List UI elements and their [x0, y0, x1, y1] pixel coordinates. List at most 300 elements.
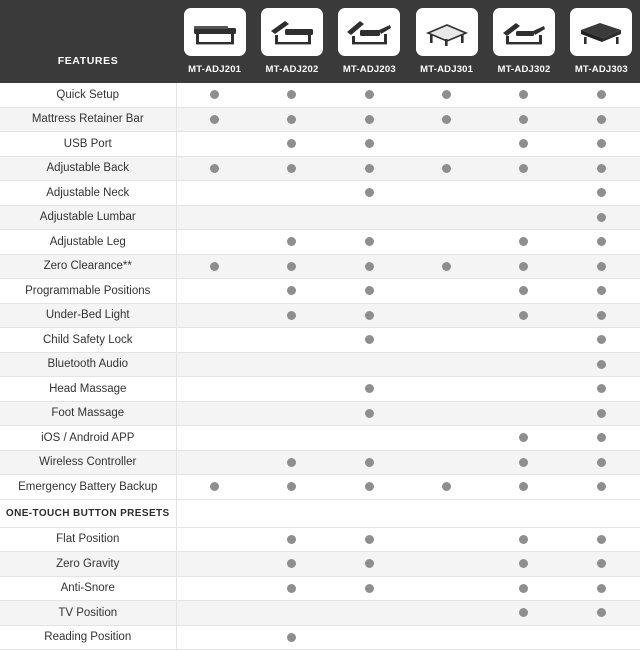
unavailable-cell [210, 213, 219, 222]
table-row [0, 303, 640, 328]
product-column-1[interactable] [176, 0, 253, 83]
feature-availability-cell [253, 205, 330, 230]
feature-availability-cell [485, 328, 562, 353]
product-model-label: MT-ADJ203 [342, 64, 396, 75]
feature-availability-cell [485, 230, 562, 255]
unavailable-cell [365, 608, 374, 617]
unavailable-cell [210, 559, 219, 568]
feature-availability-cell [563, 230, 640, 255]
available-dot-icon [365, 262, 374, 271]
feature-availability-cell [253, 156, 330, 181]
feature-availability-cell [331, 576, 408, 601]
available-dot-icon [210, 90, 219, 99]
feature-availability-cell [563, 83, 640, 107]
unavailable-cell [210, 286, 219, 295]
feature-availability-cell [485, 527, 562, 552]
feature-availability-cell [408, 132, 485, 157]
table-row [0, 450, 640, 475]
table-row [0, 377, 640, 402]
unavailable-cell [442, 584, 451, 593]
feature-availability-cell [408, 181, 485, 206]
available-dot-icon [442, 262, 451, 271]
feature-availability-cell [485, 107, 562, 132]
available-dot-icon [519, 608, 528, 617]
feature-availability-cell [563, 303, 640, 328]
feature-availability-cell [253, 279, 330, 304]
bed-platform-icon [416, 8, 478, 56]
unavailable-cell [210, 433, 219, 442]
feature-availability-cell [408, 156, 485, 181]
feature-availability-cell [253, 181, 330, 206]
feature-availability-cell [253, 107, 330, 132]
feature-availability-cell [563, 156, 640, 181]
available-dot-icon [597, 164, 606, 173]
available-dot-icon [365, 458, 374, 467]
available-dot-icon [597, 188, 606, 197]
unavailable-cell [442, 188, 451, 197]
feature-label: Adjustable Neck [0, 181, 176, 206]
unavailable-cell [442, 139, 451, 148]
available-dot-icon [519, 115, 528, 124]
unavailable-cell [287, 409, 296, 418]
table-row [0, 83, 640, 107]
unavailable-cell [442, 360, 451, 369]
available-dot-icon [365, 584, 374, 593]
feature-availability-cell [563, 450, 640, 475]
available-dot-icon [287, 262, 296, 271]
available-dot-icon [210, 164, 219, 173]
feature-availability-cell [408, 83, 485, 107]
feature-availability-cell [563, 426, 640, 451]
available-dot-icon [287, 535, 296, 544]
feature-availability-cell [253, 132, 330, 157]
feature-availability-cell [563, 601, 640, 626]
product-column-3[interactable] [331, 0, 408, 83]
feature-availability-cell [253, 401, 330, 426]
available-dot-icon [287, 458, 296, 467]
product-model-label: MT-ADJ201 [188, 64, 242, 75]
feature-availability-cell [563, 254, 640, 279]
feature-availability-cell [485, 205, 562, 230]
unavailable-cell [519, 633, 528, 642]
available-dot-icon [519, 286, 528, 295]
unavailable-cell [519, 188, 528, 197]
available-dot-icon [597, 482, 606, 491]
section-spacer-cell [485, 499, 562, 527]
table-row [0, 230, 640, 255]
feature-availability-cell [176, 230, 253, 255]
available-dot-icon [597, 90, 606, 99]
available-dot-icon [597, 584, 606, 593]
table-row [0, 401, 640, 426]
unavailable-cell [442, 433, 451, 442]
product-header-row [0, 0, 640, 83]
unavailable-cell [519, 409, 528, 418]
feature-availability-cell [176, 450, 253, 475]
available-dot-icon [597, 139, 606, 148]
feature-label: Under-Bed Light [0, 303, 176, 328]
feature-availability-cell [485, 475, 562, 500]
table-row [0, 279, 640, 304]
available-dot-icon [597, 384, 606, 393]
feature-availability-cell [176, 352, 253, 377]
feature-availability-cell [563, 625, 640, 650]
feature-label: Child Safety Lock [0, 328, 176, 353]
available-dot-icon [365, 164, 374, 173]
feature-availability-cell [563, 132, 640, 157]
bed-adjustable-icon [493, 8, 555, 56]
unavailable-cell [287, 433, 296, 442]
table-body [0, 83, 640, 650]
feature-availability-cell [331, 230, 408, 255]
product-column-2[interactable] [253, 0, 330, 83]
unavailable-cell [287, 188, 296, 197]
section-header-row [0, 499, 640, 527]
feature-availability-cell [253, 601, 330, 626]
table-row [0, 475, 640, 500]
unavailable-cell [442, 409, 451, 418]
feature-availability-cell [563, 205, 640, 230]
unavailable-cell [442, 384, 451, 393]
unavailable-cell [597, 633, 606, 642]
feature-label: Reading Position [0, 625, 176, 650]
table-row [0, 156, 640, 181]
feature-availability-cell [253, 527, 330, 552]
bed-premium-icon [570, 8, 632, 56]
unavailable-cell [365, 213, 374, 222]
feature-availability-cell [253, 303, 330, 328]
unavailable-cell [210, 237, 219, 246]
feature-availability-cell [485, 625, 562, 650]
table-row [0, 625, 640, 650]
available-dot-icon [365, 139, 374, 148]
table-row [0, 426, 640, 451]
available-dot-icon [519, 237, 528, 246]
available-dot-icon [442, 90, 451, 99]
unavailable-cell [365, 360, 374, 369]
table-header [0, 0, 640, 83]
unavailable-cell [287, 384, 296, 393]
available-dot-icon [210, 482, 219, 491]
available-dot-icon [519, 311, 528, 320]
unavailable-cell [442, 237, 451, 246]
available-dot-icon [210, 262, 219, 271]
feature-availability-cell [331, 475, 408, 500]
feature-label: Wireless Controller [0, 450, 176, 475]
feature-availability-cell [485, 303, 562, 328]
feature-availability-cell [485, 132, 562, 157]
unavailable-cell [210, 608, 219, 617]
available-dot-icon [597, 559, 606, 568]
available-dot-icon [519, 559, 528, 568]
feature-availability-cell [485, 254, 562, 279]
available-dot-icon [287, 90, 296, 99]
feature-availability-cell [563, 279, 640, 304]
feature-label: iOS / Android APP [0, 426, 176, 451]
unavailable-cell [287, 213, 296, 222]
product-column-6[interactable] [563, 0, 640, 83]
feature-availability-cell [331, 401, 408, 426]
bed-head-raised-icon [261, 8, 323, 56]
feature-availability-cell [331, 601, 408, 626]
feature-availability-cell [485, 83, 562, 107]
section-title: ONE-TOUCH BUTTON PRESETS [0, 499, 176, 527]
feature-availability-cell [408, 205, 485, 230]
feature-availability-cell [253, 328, 330, 353]
feature-availability-cell [485, 279, 562, 304]
feature-availability-cell [253, 625, 330, 650]
unavailable-cell [442, 608, 451, 617]
feature-label: Adjustable Back [0, 156, 176, 181]
feature-availability-cell [331, 552, 408, 577]
feature-label: Flat Position [0, 527, 176, 552]
available-dot-icon [365, 559, 374, 568]
feature-availability-cell [253, 254, 330, 279]
unavailable-cell [210, 188, 219, 197]
feature-availability-cell [408, 401, 485, 426]
feature-availability-cell [176, 377, 253, 402]
feature-availability-cell [176, 107, 253, 132]
feature-availability-cell [176, 205, 253, 230]
feature-availability-cell [485, 552, 562, 577]
feature-availability-cell [176, 254, 253, 279]
feature-availability-cell [485, 352, 562, 377]
unavailable-cell [210, 633, 219, 642]
unavailable-cell [365, 633, 374, 642]
available-dot-icon [442, 482, 451, 491]
feature-label: Head Massage [0, 377, 176, 402]
features-column-header: FEATURES [0, 0, 176, 83]
feature-availability-cell [408, 576, 485, 601]
feature-label: USB Port [0, 132, 176, 157]
table-row [0, 527, 640, 552]
available-dot-icon [597, 608, 606, 617]
unavailable-cell [442, 213, 451, 222]
feature-availability-cell [408, 107, 485, 132]
unavailable-cell [210, 535, 219, 544]
unavailable-cell [442, 458, 451, 467]
available-dot-icon [287, 237, 296, 246]
available-dot-icon [519, 458, 528, 467]
available-dot-icon [519, 139, 528, 148]
feature-availability-cell [253, 450, 330, 475]
feature-availability-cell [408, 527, 485, 552]
available-dot-icon [365, 237, 374, 246]
feature-availability-cell [563, 401, 640, 426]
table-row [0, 352, 640, 377]
feature-availability-cell [331, 426, 408, 451]
available-dot-icon [287, 139, 296, 148]
feature-availability-cell [331, 254, 408, 279]
available-dot-icon [597, 311, 606, 320]
feature-availability-cell [563, 181, 640, 206]
feature-label: Bluetooth Audio [0, 352, 176, 377]
section-spacer-cell [408, 499, 485, 527]
available-dot-icon [597, 535, 606, 544]
feature-label: Quick Setup [0, 83, 176, 107]
unavailable-cell [287, 335, 296, 344]
available-dot-icon [365, 286, 374, 295]
feature-availability-cell [331, 328, 408, 353]
available-dot-icon [519, 164, 528, 173]
feature-availability-cell [176, 156, 253, 181]
feature-availability-cell [408, 450, 485, 475]
feature-availability-cell [176, 328, 253, 353]
available-dot-icon [287, 164, 296, 173]
feature-availability-cell [408, 254, 485, 279]
feature-availability-cell [408, 279, 485, 304]
available-dot-icon [597, 115, 606, 124]
feature-availability-cell [563, 352, 640, 377]
available-dot-icon [287, 482, 296, 491]
available-dot-icon [597, 433, 606, 442]
available-dot-icon [287, 286, 296, 295]
feature-availability-cell [176, 527, 253, 552]
unavailable-cell [210, 335, 219, 344]
feature-availability-cell [176, 401, 253, 426]
product-column-4[interactable] [408, 0, 485, 83]
feature-availability-cell [331, 205, 408, 230]
available-dot-icon [287, 584, 296, 593]
available-dot-icon [365, 188, 374, 197]
feature-availability-cell [176, 132, 253, 157]
feature-label: Adjustable Lumbar [0, 205, 176, 230]
feature-availability-cell [331, 527, 408, 552]
feature-availability-cell [253, 576, 330, 601]
feature-availability-cell [408, 625, 485, 650]
feature-availability-cell [253, 83, 330, 107]
feature-availability-cell [408, 475, 485, 500]
feature-label: Foot Massage [0, 401, 176, 426]
available-dot-icon [210, 115, 219, 124]
feature-availability-cell [176, 475, 253, 500]
feature-label: Zero Gravity [0, 552, 176, 577]
feature-availability-cell [408, 230, 485, 255]
unavailable-cell [210, 458, 219, 467]
table-row [0, 132, 640, 157]
unavailable-cell [210, 139, 219, 148]
product-model-label: MT-ADJ302 [497, 64, 551, 75]
feature-availability-cell [563, 475, 640, 500]
feature-availability-cell [408, 377, 485, 402]
unavailable-cell [287, 608, 296, 617]
available-dot-icon [365, 384, 374, 393]
available-dot-icon [597, 335, 606, 344]
unavailable-cell [442, 335, 451, 344]
unavailable-cell [210, 409, 219, 418]
unavailable-cell [210, 584, 219, 593]
available-dot-icon [365, 311, 374, 320]
feature-availability-cell [253, 230, 330, 255]
table-row [0, 107, 640, 132]
feature-availability-cell [176, 576, 253, 601]
table-row [0, 254, 640, 279]
feature-availability-cell [331, 377, 408, 402]
feature-availability-cell [331, 181, 408, 206]
feature-availability-cell [408, 426, 485, 451]
feature-availability-cell [176, 601, 253, 626]
feature-availability-cell [563, 527, 640, 552]
available-dot-icon [365, 115, 374, 124]
feature-availability-cell [408, 328, 485, 353]
feature-availability-cell [331, 83, 408, 107]
available-dot-icon [597, 213, 606, 222]
unavailable-cell [442, 286, 451, 295]
feature-availability-cell [331, 625, 408, 650]
bed-flat-icon [184, 8, 246, 56]
unavailable-cell [442, 559, 451, 568]
product-column-5[interactable] [485, 0, 562, 83]
table-row [0, 328, 640, 353]
feature-availability-cell [253, 475, 330, 500]
table-row [0, 601, 640, 626]
feature-availability-cell [331, 450, 408, 475]
available-dot-icon [287, 633, 296, 642]
feature-availability-cell [176, 426, 253, 451]
unavailable-cell [365, 433, 374, 442]
feature-availability-cell [331, 352, 408, 377]
feature-label: Emergency Battery Backup [0, 475, 176, 500]
available-dot-icon [287, 115, 296, 124]
feature-availability-cell [331, 279, 408, 304]
feature-availability-cell [563, 107, 640, 132]
feature-availability-cell [485, 576, 562, 601]
feature-availability-cell [563, 576, 640, 601]
feature-availability-cell [331, 156, 408, 181]
feature-availability-cell [408, 552, 485, 577]
available-dot-icon [365, 90, 374, 99]
product-model-label: MT-ADJ301 [420, 64, 474, 75]
feature-label: Mattress Retainer Bar [0, 107, 176, 132]
unavailable-cell [519, 335, 528, 344]
product-model-label: MT-ADJ303 [574, 64, 628, 75]
feature-availability-cell [176, 279, 253, 304]
section-spacer-cell [253, 499, 330, 527]
feature-availability-cell [331, 132, 408, 157]
available-dot-icon [519, 584, 528, 593]
available-dot-icon [287, 311, 296, 320]
feature-availability-cell [253, 352, 330, 377]
section-spacer-cell [176, 499, 253, 527]
available-dot-icon [442, 164, 451, 173]
feature-label: Programmable Positions [0, 279, 176, 304]
available-dot-icon [365, 335, 374, 344]
available-dot-icon [519, 535, 528, 544]
product-model-label: MT-ADJ202 [265, 64, 319, 75]
feature-availability-cell [563, 328, 640, 353]
feature-label: Anti-Snore [0, 576, 176, 601]
bed-head-foot-raised-icon [338, 8, 400, 56]
unavailable-cell [442, 633, 451, 642]
feature-availability-cell [176, 181, 253, 206]
unavailable-cell [210, 360, 219, 369]
unavailable-cell [287, 360, 296, 369]
feature-availability-cell [485, 601, 562, 626]
available-dot-icon [365, 409, 374, 418]
feature-availability-cell [176, 303, 253, 328]
feature-availability-cell [485, 401, 562, 426]
available-dot-icon [519, 433, 528, 442]
unavailable-cell [442, 535, 451, 544]
table-row [0, 552, 640, 577]
available-dot-icon [597, 409, 606, 418]
available-dot-icon [597, 237, 606, 246]
feature-availability-cell [253, 377, 330, 402]
available-dot-icon [519, 90, 528, 99]
feature-availability-cell [176, 625, 253, 650]
feature-availability-cell [485, 426, 562, 451]
feature-label: Zero Clearance** [0, 254, 176, 279]
